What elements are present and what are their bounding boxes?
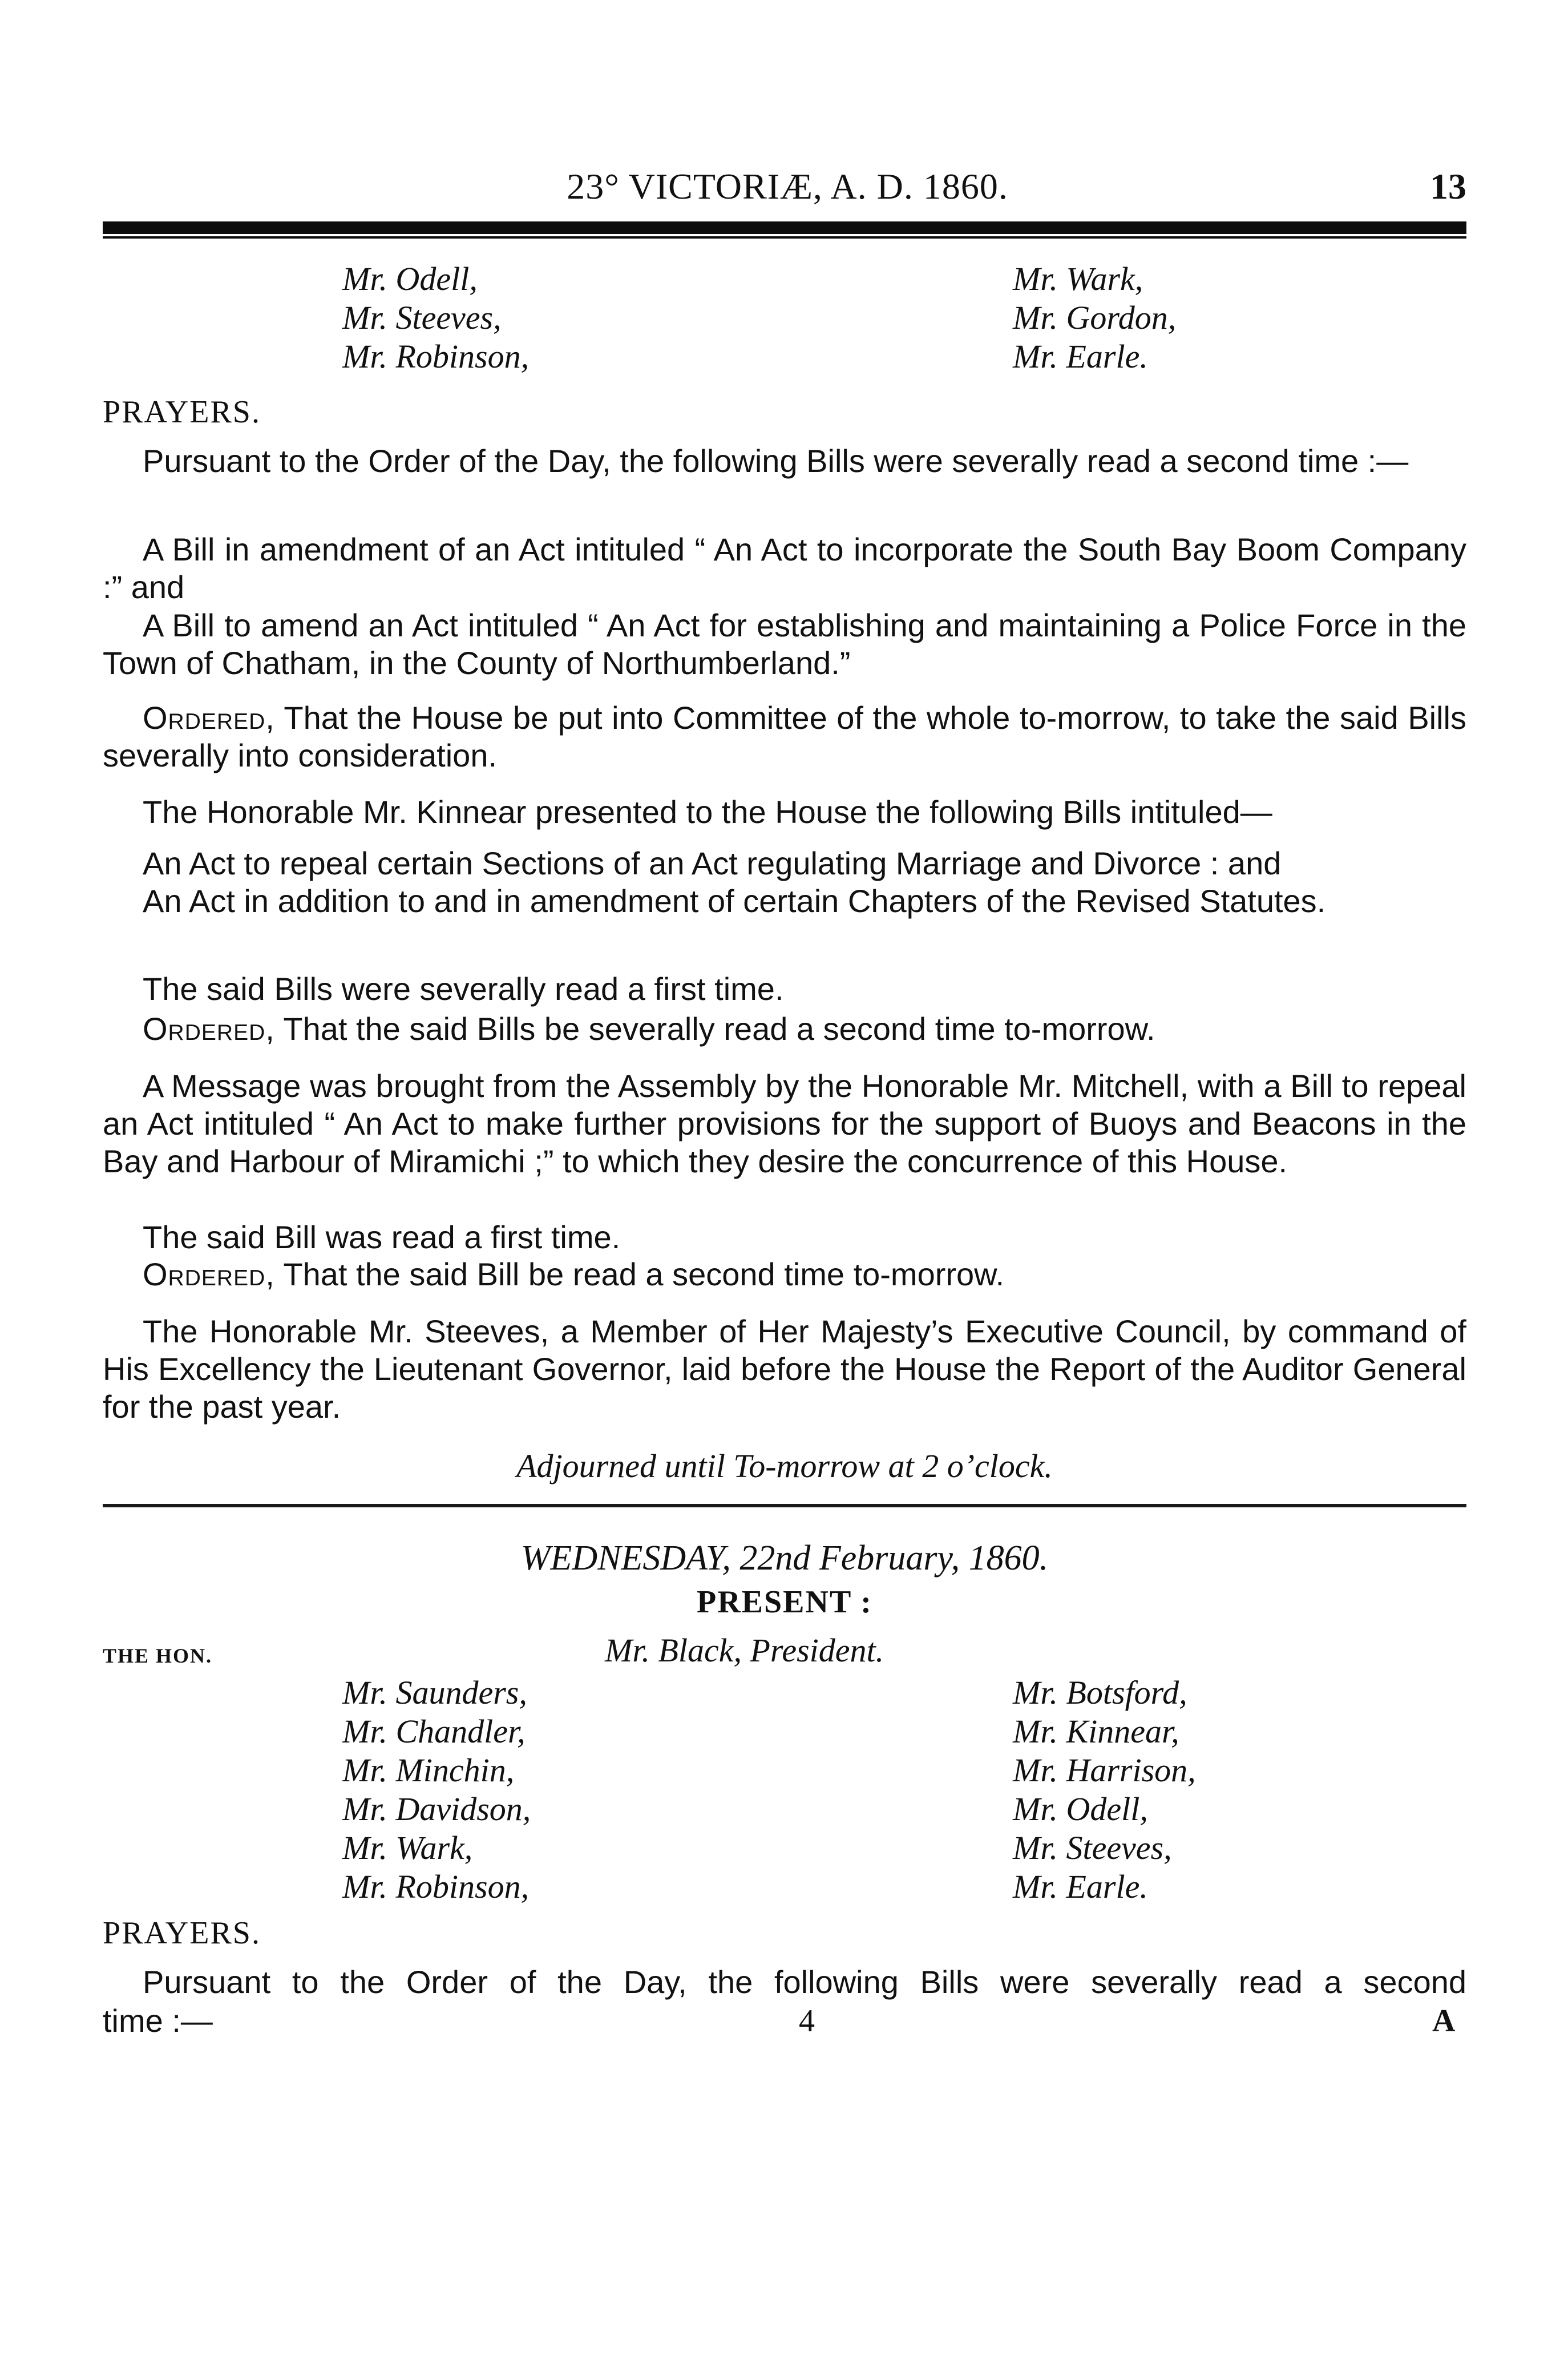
member-name: Mr. Earle. xyxy=(1013,338,1148,375)
member-name: Mr. Steeves, xyxy=(1013,1829,1172,1866)
present-heading: PRESENT : xyxy=(697,1584,872,1620)
ordered-label: Ordered, xyxy=(143,700,275,736)
member-name: Mr. Earle. xyxy=(1013,1868,1148,1905)
paragraph-second-reading-2-end: time :— xyxy=(103,2003,213,2039)
paragraph-ordered-bill-second-reading xyxy=(103,1256,1466,1293)
paragraph-act-marriage-divorce: An Act to repeal certain Sections of an Act regulating Marriage and Divorce : and xyxy=(143,845,1282,881)
adjournment-line: Adjourned until To-morrow at 2 o’clock. xyxy=(516,1447,1053,1485)
header-rule-thin xyxy=(103,236,1466,239)
members-right-column xyxy=(1013,260,1176,376)
member-name: Mr. Saunders, xyxy=(342,1674,527,1711)
signature-number: 4 xyxy=(799,2003,815,2039)
ordered-label: Ordered, xyxy=(143,1256,275,1292)
paragraph-bill-chatham-police: A Bill to amend an Act intituled “ An Act for establishing and maintaining a Police Force in the Town of Chatham, in the County of Northumberland.” xyxy=(103,607,1466,681)
member-name: Mr. Robinson, xyxy=(342,1868,530,1905)
paragraph-second-reading: Pursuant to the Order of the Day, the following Bills were severally read a second time :— xyxy=(143,443,1409,479)
prayers-heading-2: PRAYERS. xyxy=(103,1915,261,1951)
member-name: Mr. Robinson, xyxy=(342,338,530,375)
members-left-column xyxy=(342,260,529,376)
member-name: Mr. Gordon, xyxy=(1013,299,1177,336)
paragraph-ordered-committee xyxy=(103,699,1466,774)
prayers-heading: PRAYERS. xyxy=(103,394,261,430)
member-name: Mr. Steeves, xyxy=(342,299,502,336)
member-name: Mr. Harrison, xyxy=(1013,1752,1196,1789)
running-title: 23° VICTORIÆ, A. D. 1860. xyxy=(567,166,1008,207)
sitting-date-line: WEDNESDAY, 22nd February, 1860. xyxy=(520,1539,1049,1578)
paragraph-kinnear-bills: The Honorable Mr. Kinnear presented to the House the following Bills intituled— xyxy=(143,794,1272,830)
member-name: Mr. Botsford, xyxy=(1013,1674,1187,1711)
member-name: Mr. Odell, xyxy=(1013,1790,1148,1828)
page-number: 13 xyxy=(1430,166,1466,207)
paragraph-second-reading-2: Pursuant to the Order of the Day, the following Bills were severally read a second xyxy=(143,1964,1466,2000)
member-name: Mr. Odell, xyxy=(342,260,478,297)
paragraph-assembly-message: A Message was brought from the Assembly by the Honorable Mr. Mitchell, with a Bill to repeal an Act intituled “ An Act to make further provisions for the support of Buoys and Beacons in the Bay and Harbour of Miramichi ;” to which they desire the concurrence of this House. xyxy=(103,1068,1466,1179)
section-divider xyxy=(103,1504,1466,1507)
present-right-column xyxy=(1013,1673,1196,1906)
paragraph-bill-first-reading: The said Bill was read a first time. xyxy=(143,1219,621,1255)
the-hon-label: THE HON. xyxy=(103,1644,213,1667)
paragraph-bill-south-bay-boom: A Bill in amendment of an Act intituled “ An Act to incorporate the South Bay Boom Company :” and xyxy=(103,531,1466,605)
member-name: Mr. Wark, xyxy=(1013,260,1143,297)
paragraph-ordered-second-reading xyxy=(103,1010,1466,1048)
member-name: Mr. Wark, xyxy=(342,1829,473,1866)
member-name: Mr. Chandler, xyxy=(342,1713,526,1750)
ordered-text: That the said Bill be read a second time to-morrow. xyxy=(274,1256,1005,1292)
president-line: Mr. Black, President. xyxy=(605,1632,884,1669)
member-name: Mr. Minchin, xyxy=(342,1752,515,1789)
signature-letter: A xyxy=(1432,2003,1456,2039)
member-name: Mr. Davidson, xyxy=(342,1790,531,1828)
ordered-label: Ordered, xyxy=(143,1011,275,1047)
ordered-text: That the House be put into Committee of the whole to-morrow, to take the said Bills severally into consideration. xyxy=(103,700,1466,773)
header-rule-thick xyxy=(103,221,1466,234)
ordered-text: That the said Bills be severally read a second time to-morrow. xyxy=(274,1011,1155,1047)
paragraph-auditor-report: The Honorable Mr. Steeves, a Member of Her Majesty’s Executive Council, by command of His Excellency the Lieutenant Governor, laid before the House the Report of the Auditor General for the past year. xyxy=(103,1313,1466,1425)
paragraph-first-reading: The said Bills were severally read a first time. xyxy=(143,971,784,1007)
present-left-column xyxy=(342,1673,531,1906)
paragraph-act-revised-statutes: An Act in addition to and in amendment of certain Chapters of the Revised Statutes. xyxy=(143,883,1326,919)
member-name: Mr. Kinnear, xyxy=(1013,1713,1179,1750)
